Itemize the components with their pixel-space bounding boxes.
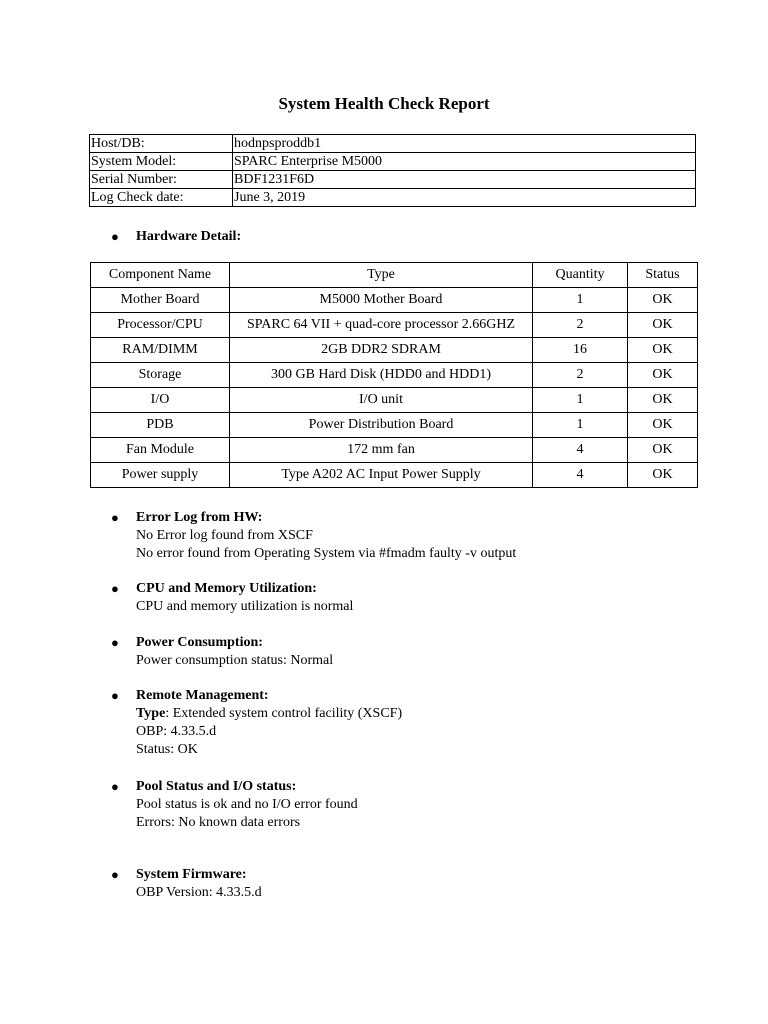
component-type: I/O unit (230, 388, 533, 413)
table-row (91, 288, 698, 313)
component-name: Processor/CPU (91, 313, 230, 338)
type-value: : Extended system control facility (XSCF) (165, 706, 403, 721)
section-heading: Power Consumption: (136, 635, 263, 650)
page-title: System Health Check Report (278, 94, 490, 113)
table-row (91, 313, 698, 338)
component-quantity: 1 (533, 388, 628, 413)
table-row (91, 413, 698, 438)
section-text: No Error log found from XSCF (136, 528, 313, 543)
component-type: Power Distribution Board (230, 413, 533, 438)
component-status: OK (628, 338, 698, 363)
bullet-icon: ● (111, 510, 119, 525)
hardware-table (90, 262, 698, 488)
section-heading: CPU and Memory Utilization: (136, 581, 317, 596)
component-quantity: 4 (533, 463, 628, 488)
component-quantity: 16 (533, 338, 628, 363)
section-heading: Remote Management: (136, 688, 269, 703)
info-value: June 3, 2019 (233, 189, 696, 207)
component-status: OK (628, 388, 698, 413)
section-text: OBP Version: 4.33.5.d (136, 885, 262, 900)
info-value: SPARC Enterprise M5000 (233, 153, 696, 171)
section-text: OBP: 4.33.5.d (136, 724, 217, 739)
table-row (91, 463, 698, 488)
bullet-icon: ● (111, 867, 119, 882)
section-heading: System Firmware: (136, 867, 247, 882)
component-quantity: 1 (533, 413, 628, 438)
table-row (91, 438, 698, 463)
component-type: SPARC 64 VII + quad-core processor 2.66GHZ (230, 313, 533, 338)
type-label: Type (136, 706, 166, 721)
table-row (90, 135, 696, 153)
column-header: Component Name (91, 263, 230, 288)
component-quantity: 2 (533, 313, 628, 338)
info-value: BDF1231F6D (233, 171, 696, 189)
table-row (91, 363, 698, 388)
table-row (91, 388, 698, 413)
section-heading: Error Log from HW: (136, 510, 263, 525)
section-text: Power consumption status: Normal (136, 653, 334, 668)
bullet-icon: ● (111, 779, 119, 794)
component-name: RAM/DIMM (91, 338, 230, 363)
component-status: OK (628, 463, 698, 488)
section-heading: Hardware Detail: (136, 229, 242, 244)
component-status: OK (628, 313, 698, 338)
bullet-icon: ● (111, 229, 119, 244)
component-status: OK (628, 413, 698, 438)
column-header: Quantity (533, 263, 628, 288)
component-quantity: 2 (533, 363, 628, 388)
bullet-icon: ● (111, 581, 119, 596)
bullet-icon: ● (111, 635, 119, 650)
section-text: CPU and memory utilization is normal (136, 599, 354, 614)
component-status: OK (628, 288, 698, 313)
info-label: Host/DB: (90, 135, 233, 153)
component-type: 172 mm fan (230, 438, 533, 463)
table-row (91, 338, 698, 363)
section-text: Errors: No known data errors (136, 815, 301, 830)
component-type: Type A202 AC Input Power Supply (230, 463, 533, 488)
system-info-table (89, 134, 696, 207)
info-label: System Model: (90, 153, 233, 171)
component-name: Power supply (91, 463, 230, 488)
component-name: I/O (91, 388, 230, 413)
column-header: Type (230, 263, 533, 288)
section-text: Status: OK (136, 742, 198, 757)
component-status: OK (628, 363, 698, 388)
component-type: M5000 Mother Board (230, 288, 533, 313)
info-value: hodnpsproddb1 (233, 135, 696, 153)
info-label: Serial Number: (90, 171, 233, 189)
component-quantity: 4 (533, 438, 628, 463)
component-name: Mother Board (91, 288, 230, 313)
section-text: No error found from Operating System via #fmadm faulty -v output (136, 546, 517, 561)
bullet-icon: ● (111, 688, 119, 703)
component-name: Storage (91, 363, 230, 388)
section-text: Pool status is ok and no I/O error found (136, 797, 358, 812)
column-header: Status (628, 263, 698, 288)
table-row (90, 171, 696, 189)
section-heading: Pool Status and I/O status: (136, 779, 297, 794)
component-name: Fan Module (91, 438, 230, 463)
component-name: PDB (91, 413, 230, 438)
component-status: OK (628, 438, 698, 463)
component-quantity: 1 (533, 288, 628, 313)
info-label: Log Check date: (90, 189, 233, 207)
table-header-row (91, 263, 698, 288)
table-row (90, 153, 696, 171)
component-type: 300 GB Hard Disk (HDD0 and HDD1) (230, 363, 533, 388)
component-type: 2GB DDR2 SDRAM (230, 338, 533, 363)
table-row (90, 189, 696, 207)
section-text (136, 705, 402, 723)
